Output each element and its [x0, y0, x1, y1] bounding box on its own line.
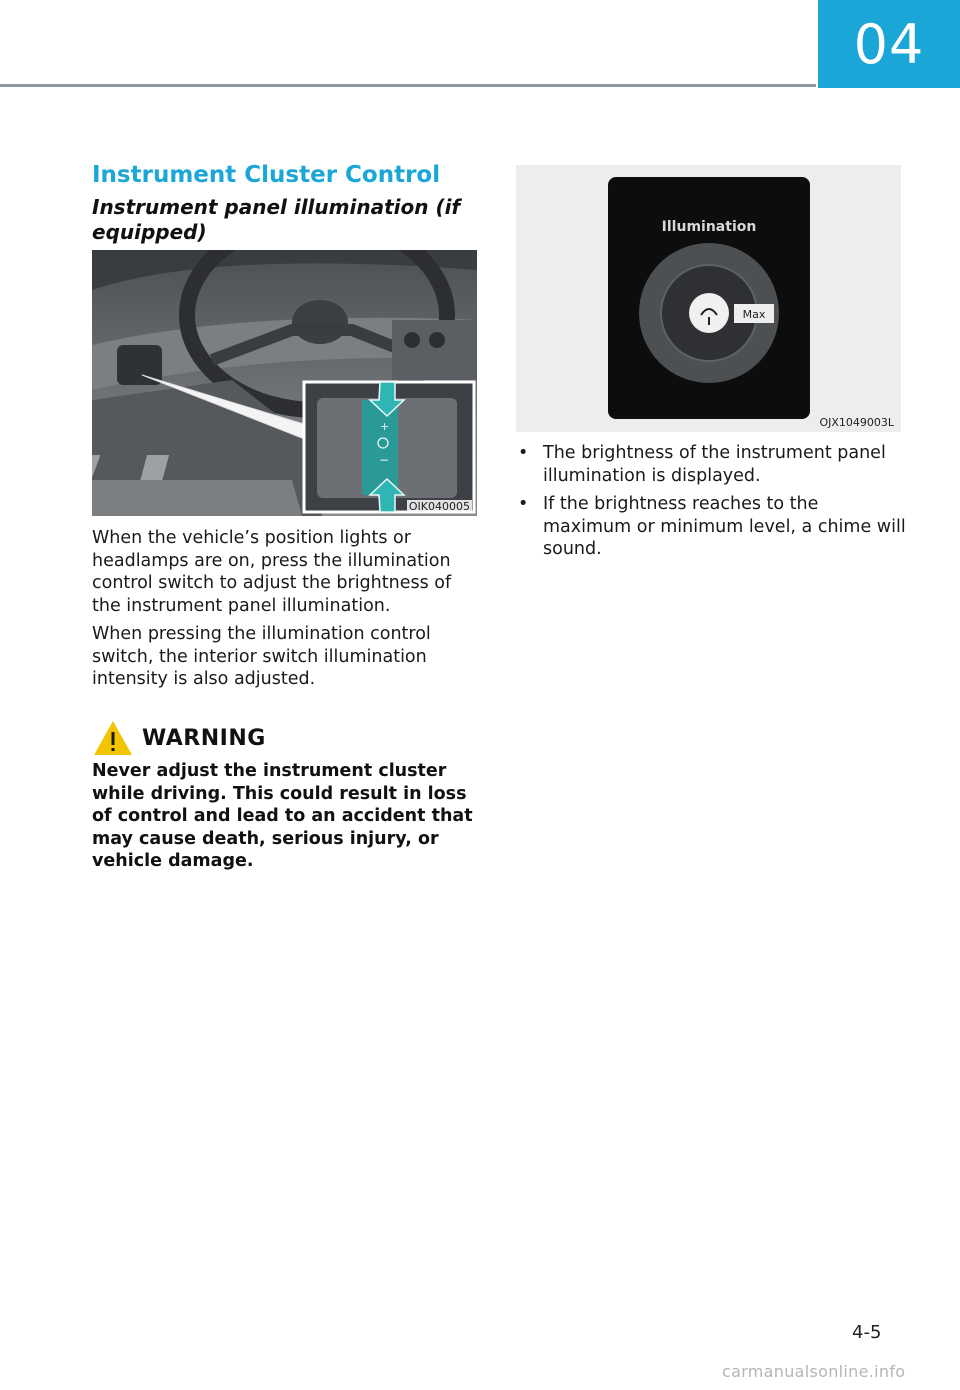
warning-triangle-icon: [92, 718, 134, 758]
section-title: Instrument Cluster Control: [92, 162, 441, 188]
body-paragraph: When the vehicle’s position lights or headlamps are on, press the illumination control switch to adjust the brightness of the instrument panel illumination.: [92, 528, 452, 616]
body-paragraph: When pressing the illumination control switch, the interior switch illumination intensity is also adjusted.: [92, 624, 431, 689]
watermark: carmanualsonline.info: [722, 1362, 906, 1381]
warning-header: [92, 718, 472, 758]
warning-label: WARNING: [142, 725, 266, 751]
illumination-display-figure: [516, 165, 901, 432]
warning-text: Never adjust the instrument cluster while driving. This could result in loss of control and lead to an accident that may cause death, serious injury, or vehicle damage.: [92, 761, 473, 871]
chapter-number: 04: [853, 12, 925, 76]
level-label: Max: [742, 308, 766, 321]
list-item: • The brightness of the instrument panel illumination is displayed.: [518, 443, 886, 486]
header-rule: [0, 84, 816, 87]
list-item: • If the brightness reaches to the maximum or minimum level, a chime will sound.: [518, 494, 906, 559]
figure-code: OIK040005: [408, 500, 470, 513]
bullet-list: [516, 442, 906, 567]
chapter-tab: [818, 0, 960, 88]
page-number: 4-5: [852, 1322, 882, 1343]
svg-text:−: −: [379, 453, 390, 467]
interior-illustration: [92, 250, 477, 516]
sub-title: Instrument panel illumination (if equipped): [92, 195, 461, 244]
cluster-display: [516, 165, 901, 432]
interior-switch-figure: [92, 250, 477, 516]
display-title: Illumination: [661, 219, 757, 235]
svg-text:+: +: [380, 420, 390, 433]
figure-code: OJX1049003L: [819, 416, 894, 429]
